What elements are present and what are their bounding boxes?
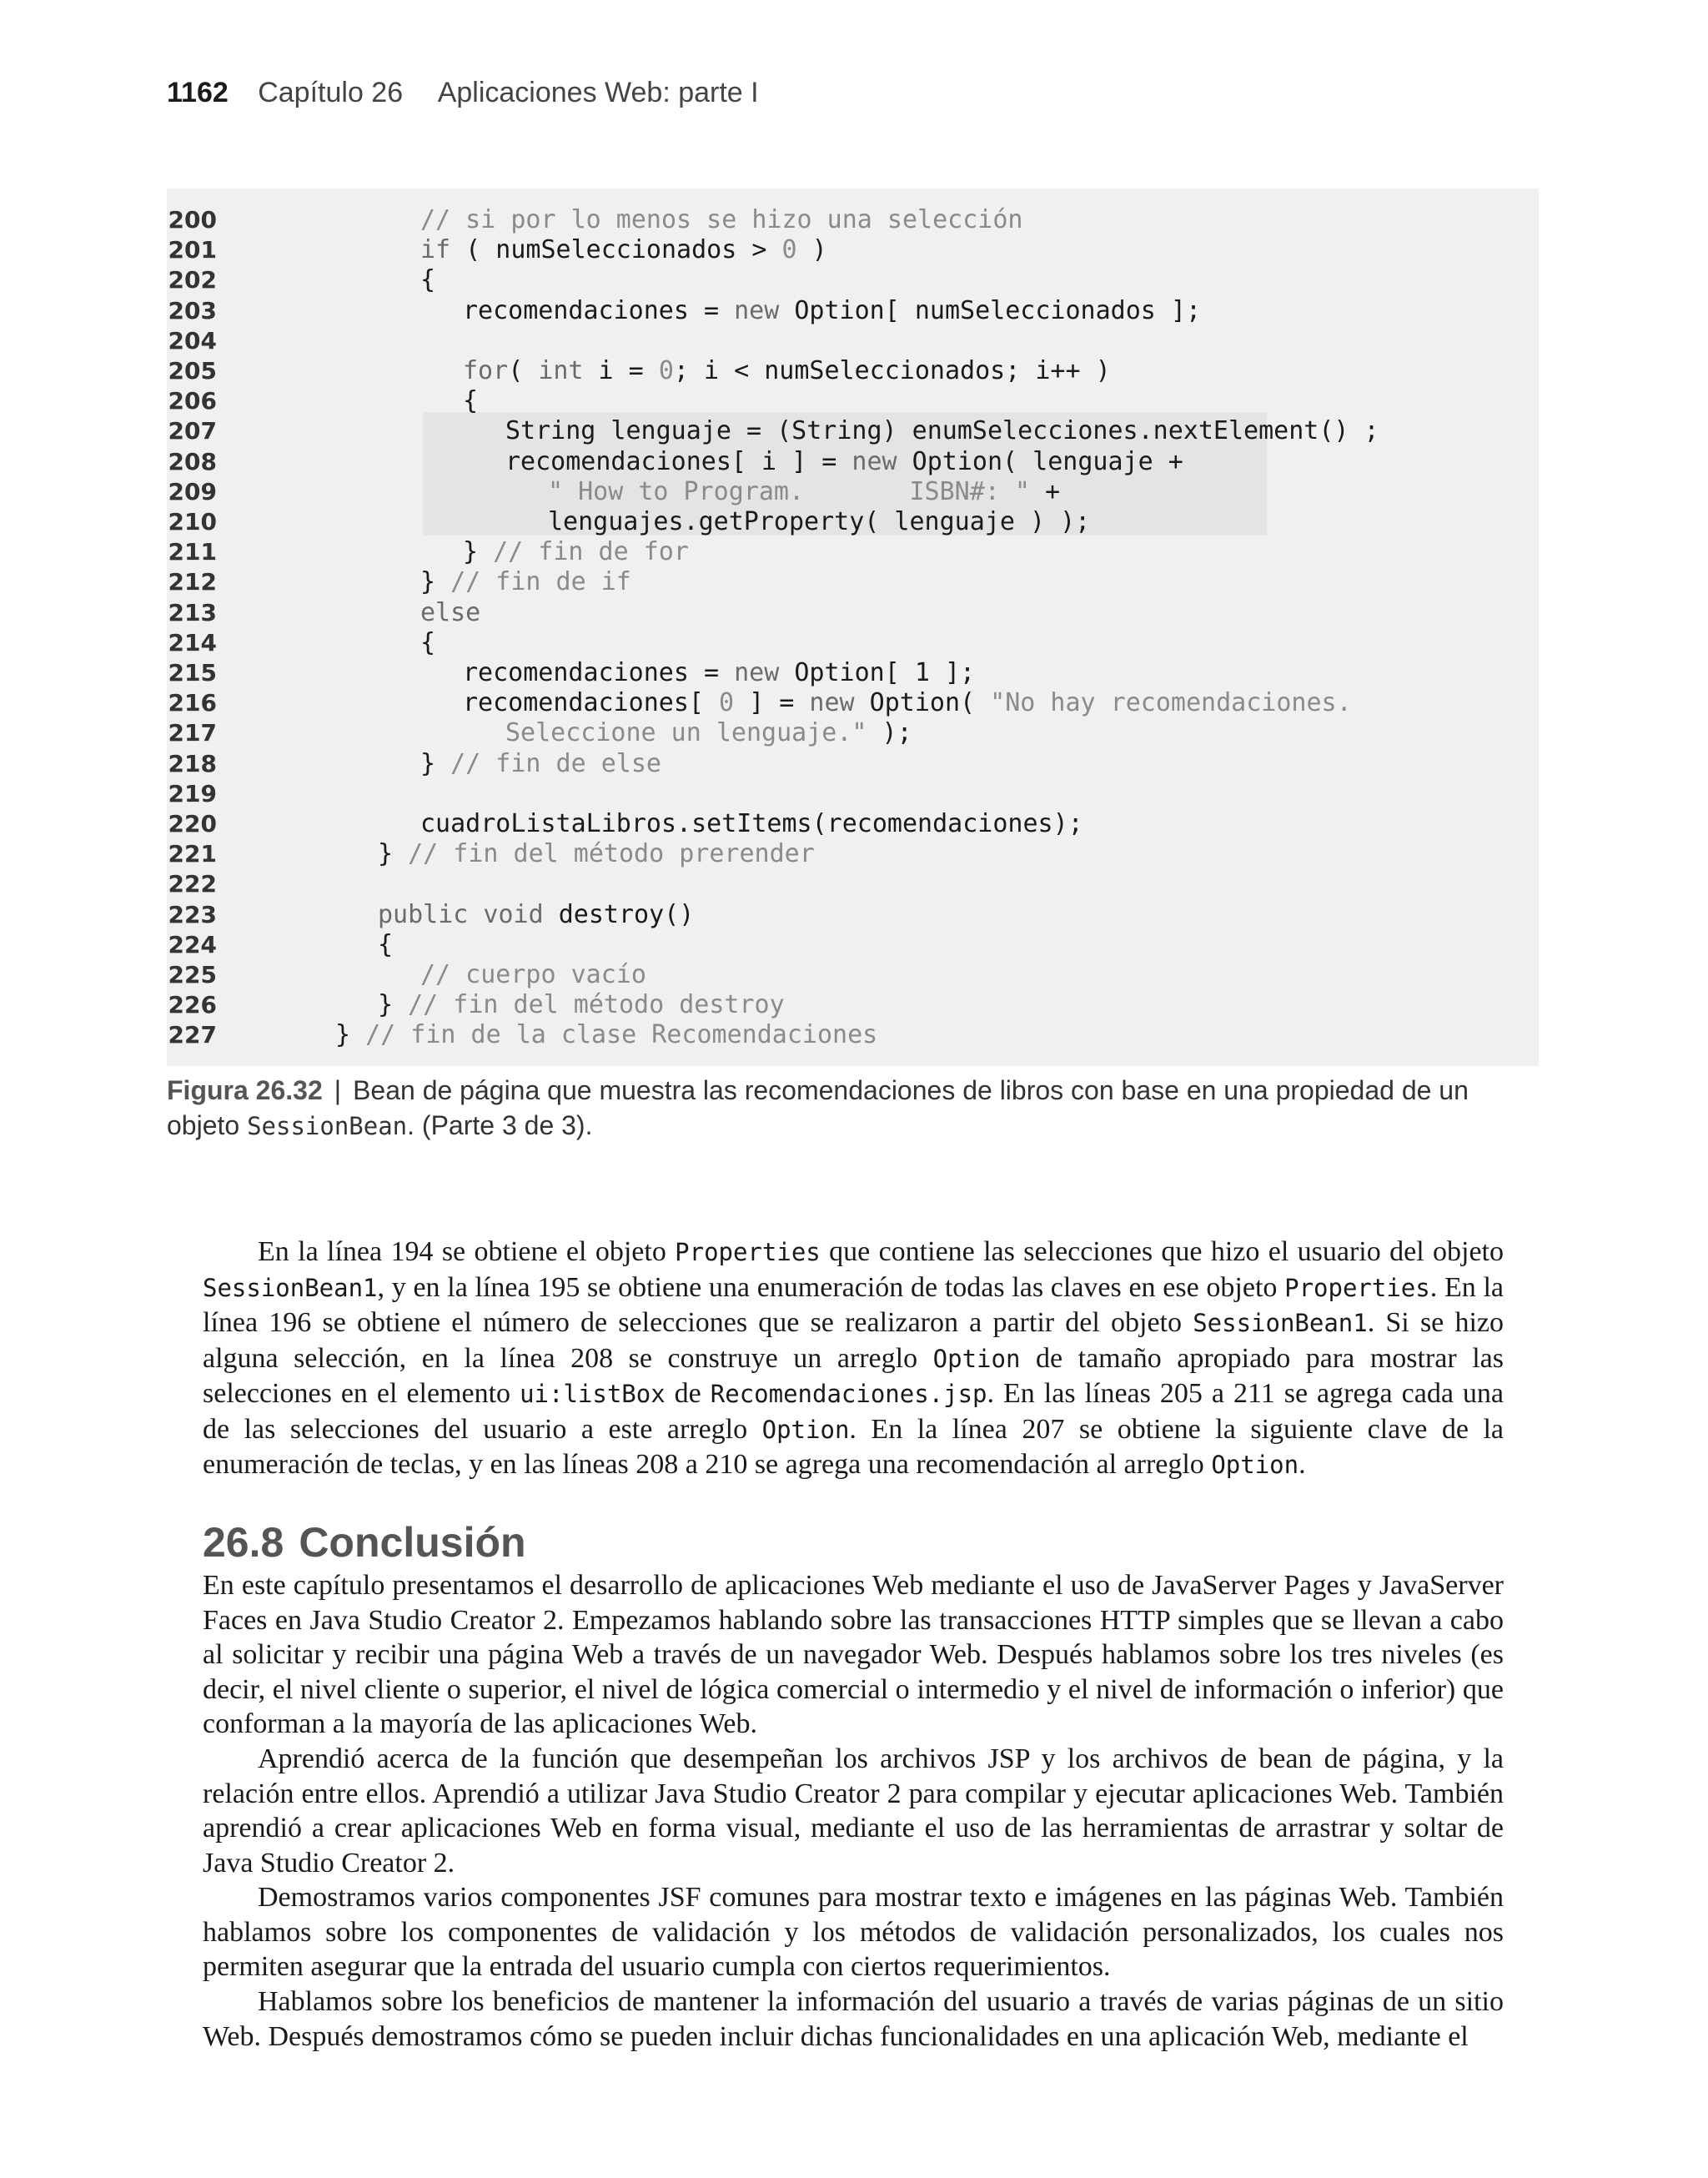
code-line <box>167 296 1539 326</box>
code-text: { <box>463 386 479 416</box>
code-listing <box>167 189 1539 1066</box>
line-number: 203 <box>168 296 217 324</box>
figure-label: Figura 26.32 <box>167 1075 323 1105</box>
line-number: 209 <box>168 477 217 506</box>
code-line <box>167 688 1539 718</box>
line-number: 201 <box>168 236 217 264</box>
code-line <box>167 809 1539 839</box>
code-line <box>167 265 1539 295</box>
line-number: 225 <box>168 961 217 988</box>
line-number: 200 <box>168 206 217 234</box>
line-number: 215 <box>168 659 217 687</box>
line-number: 217 <box>168 719 217 747</box>
code-text: recomendaciones[ i ] = new Option( lenguaje + <box>505 446 1183 476</box>
chapter-label: Capítulo 26 <box>258 77 404 108</box>
code-text: } // fin de la clase Recomendaciones <box>335 1020 878 1050</box>
code-text: // cuerpo vacío <box>420 960 646 989</box>
code-line <box>167 839 1539 869</box>
code-text: for( int i = 0; i < numSeleccionados; i++ ) <box>463 356 1111 385</box>
line-number: 221 <box>168 840 217 868</box>
code-text: } // fin de for <box>463 537 689 567</box>
code-text: } // fin del método destroy <box>378 990 785 1020</box>
code-line <box>167 235 1539 265</box>
code-line <box>167 749 1539 779</box>
line-number: 212 <box>168 568 217 596</box>
running-head <box>167 77 759 109</box>
line-number: 207 <box>168 417 217 445</box>
line-number: 227 <box>168 1021 217 1049</box>
code-line <box>167 416 1539 446</box>
line-number: 213 <box>168 598 217 626</box>
conclusion-paragraph-2: Aprendió acerca de la función que desempeñan los archivos JSP y los archivos de bean de página, y la relación entre ellos. Aprendió a utilizar Java Studio Creator 2 para compilar y ejecutar aplicaciones Web. También aprendió a crear aplicaciones Web en forma visual, mediante el uso de las herramientas de arrastrar y soltar de Java Studio Creator 2. <box>203 1743 1504 1879</box>
code-line <box>167 477 1539 507</box>
code-text: cuadroListaLibros.setItems(recomendaciones); <box>420 809 1083 838</box>
code-line <box>167 1020 1539 1050</box>
code-line <box>167 990 1539 1020</box>
section-title: Conclusión <box>299 1519 526 1566</box>
code-line <box>167 658 1539 688</box>
line-number: 220 <box>168 810 217 837</box>
line-number: 218 <box>168 749 217 777</box>
caption-code: SessionBean <box>247 1112 408 1140</box>
code-line <box>167 628 1539 658</box>
line-number: 223 <box>168 900 217 928</box>
code-text: recomendaciones = new Option[ 1 ]; <box>463 658 976 687</box>
code-line <box>167 386 1539 416</box>
code-text: else <box>420 597 481 627</box>
code-text: { <box>378 929 394 959</box>
code-line <box>167 930 1539 960</box>
line-number: 204 <box>168 326 217 355</box>
figure-caption <box>167 1073 1518 1144</box>
code-text: recomendaciones[ 0 ] = new Option( "No hay recomendaciones. <box>463 688 1352 718</box>
code-line <box>167 960 1539 990</box>
conclusion-paragraph-3: Demostramos varios componentes JSF comunes para mostrar texto e imágenes en las páginas Web. También hablamos sobre los componentes de validación y los métodos de validación personalizados, los cuales nos permiten asegurar que la entrada del usuario cumpla con ciertos requerimientos. <box>203 1882 1504 1982</box>
code-text: public void destroy() <box>378 899 695 929</box>
code-text: String lenguaje = (String) enumSelecciones.nextElement() ; <box>505 416 1379 446</box>
section-number: 26.8 <box>203 1519 284 1566</box>
line-number: 226 <box>168 991 217 1019</box>
code-text: { <box>420 265 436 295</box>
code-text: { <box>420 627 436 657</box>
code-text: lenguajes.getProperty( lenguaje ) ); <box>548 507 1091 536</box>
code-line <box>167 718 1539 748</box>
code-line <box>167 779 1539 809</box>
body-paragraph: En la línea 194 se obtiene el objeto Properties que contiene las selecciones que hizo el usuario del objeto SessionBean1, y en la línea 195 se obtiene una enumeración de todas las claves en ese objeto Properties. En la línea 196 se obtiene el número de selecciones que se realizaron a partir del objeto SessionBean1. Si se hizo alguna selección, en la línea 208 se construye un arreglo Option de tamaño apropiado para mostrar las selecciones en el elemento ui:listBox de Recomendaciones.jsp. En las líneas 205 a 211 se agrega cada una de las selecciones del usuario a este arreglo Option. En la línea 207 se obtiene la siguiente clave de la enumeración de teclas, y en las líneas 208 a 210 se agrega una recomendación al arreglo Option. <box>203 1236 1505 1480</box>
section-heading <box>203 1518 526 1567</box>
code-text: if ( numSeleccionados > 0 ) <box>420 235 827 265</box>
line-number: 206 <box>168 387 217 415</box>
caption-separator: | <box>334 1075 342 1105</box>
caption-text: Bean de página que muestra las recomendaciones de libros con base en una propiedad de un objeto <box>167 1075 1469 1140</box>
line-number: 211 <box>168 538 217 566</box>
code-line <box>167 205 1539 235</box>
chapter-title: Aplicaciones Web: parte I <box>437 77 759 108</box>
code-line <box>167 900 1539 930</box>
code-text: // si por lo menos se hizo una selección <box>420 205 1023 234</box>
caption-text-end: . (Parte 3 de 3). <box>407 1110 593 1140</box>
code-text: } // fin del método prerender <box>378 839 815 869</box>
code-text: } // fin de else <box>420 748 661 778</box>
conclusion-paragraph-1: En este capítulo presentamos el desarrollo de aplicaciones Web mediante el uso de JavaServer Pages y JavaServer Faces en Java Studio Creator 2. Empezamos hablando sobre las transacciones HTTP simples que se llevan a cabo al solicitar y recibir una página Web a través de un navegador Web. Después hablamos sobre los tres niveles (es decir, el nivel cliente o superior, el nivel de lógica comercial o intermedio y el nivel de información o inferior) que conforman a la mayoría de las aplicaciones Web. <box>203 1570 1504 1739</box>
page-number: 1162 <box>167 77 229 108</box>
conclusion-paragraph-4: Hablamos sobre los beneficios de mantener la información del usuario a través de varias páginas de un sitio Web. Después demostramos cómo se pueden incluir dichas funcionalidades en una aplicación Web, mediante el <box>203 1986 1504 2052</box>
code-text: Seleccione un lenguaje." ); <box>505 718 912 748</box>
line-number: 219 <box>168 779 217 807</box>
code-line <box>167 567 1539 597</box>
code-line <box>167 598 1539 628</box>
code-text: } // fin de if <box>420 567 631 597</box>
line-number: 208 <box>168 447 217 475</box>
line-number: 216 <box>168 689 217 717</box>
code-text: recomendaciones = new Option[ numSeleccionados ]; <box>463 295 1202 325</box>
line-number: 214 <box>168 628 217 656</box>
line-number: 210 <box>168 508 217 536</box>
code-line <box>167 537 1539 567</box>
line-number: 205 <box>168 357 217 385</box>
line-number: 224 <box>168 930 217 958</box>
code-line <box>167 869 1539 899</box>
line-number: 222 <box>168 870 217 898</box>
code-line <box>167 507 1539 537</box>
code-line <box>167 356 1539 386</box>
code-line <box>167 326 1539 356</box>
code-line <box>167 447 1539 477</box>
code-text: " How to Program. ISBN#: " + <box>548 476 1061 506</box>
line-number: 202 <box>168 266 217 294</box>
